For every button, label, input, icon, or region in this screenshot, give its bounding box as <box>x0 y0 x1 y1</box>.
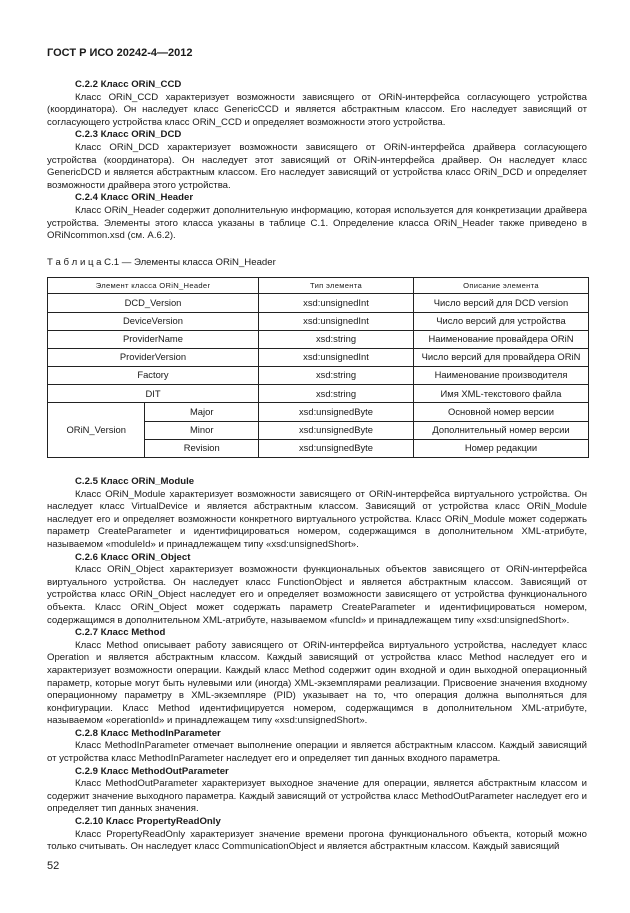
cell-group-element: ORiN_Version <box>48 403 145 458</box>
section-heading: С.2.4 Класс ORiN_Header <box>75 192 194 204</box>
section-heading: С.2.8 Класс MethodInParameter <box>75 727 221 739</box>
section-paragraph: Класс PropertyReadOnly характеризует значение времени прогона функционального объекта, который можно только считывать. Он наследует класс CommunicationObject и является абстрактным классом. Каждый зависящий <box>47 828 587 853</box>
cell-type: xsd:unsignedByte <box>259 403 414 421</box>
section-property-read-only <box>47 816 587 854</box>
table-row <box>48 385 589 403</box>
section-paragraph: Класс ORiN_Object характеризует возможности функциональных объектов зависящего от ORiN-интерфейса виртуального устройства. Он наследует класс FunctionObject и является абстрактным классом. Зависящий от устройства класс ORiN_Object наследует его и определяет возможности зависящего от устройства функционального объекта. Класс ORiN_Object может содержать параметр CreateParameter и идентифицироваться номером, содержащимся в дополнительном XML-атрибуте, называемом «funcId» и принадлежащем типу «xsd:unsignedShort». <box>47 564 587 626</box>
cell-element: DCD_Version <box>48 294 259 312</box>
cell-description: Дополнительный номер версии <box>414 421 589 439</box>
page-number: 52 <box>47 860 60 872</box>
column-header-element: Элемент класса ORiN_Header <box>48 278 259 294</box>
section-orin-module <box>47 476 587 552</box>
cell-type: xsd:unsignedInt <box>259 294 414 312</box>
section-paragraph: Класс ORiN_DCD характеризует возможности зависящего от ORiN-интерфейса драйвера согласующего устройства (координатора). Он наследует этот зависящий от ORiN-интерфейса драйвер. Он наследует класс GenericDCD и является абстрактным классом. Его наследует зависящий от устройства класс ORiN_DCD и определяет возможности драйвера этого устройства. <box>47 141 587 191</box>
document-header: ГОСТ Р ИСО 20242-4—2012 <box>47 47 193 59</box>
cell-type: xsd:unsignedByte <box>259 421 414 439</box>
section-heading: С.2.9 Класс MethodOutParameter <box>75 765 229 777</box>
section-method <box>47 627 587 728</box>
section-heading: С.2.6 Класс ORiN_Object <box>75 551 191 563</box>
section-heading: С.2.10 Класс PropertyReadOnly <box>75 816 221 828</box>
column-header-type: Тип элемента <box>259 278 414 294</box>
document-body <box>47 79 587 854</box>
cell-subelement: Revision <box>145 439 259 457</box>
section-paragraph: Класс ORiN_CCD характеризует возможности зависящего от ORiN-интерфейса согласующего устройства (координатора). Он наследует класс GenericCCD и является абстрактным классом. Его наследует зависящий от согласующего устройства класс ORiN_CCD и определяет возможности этого устройства. <box>47 91 587 128</box>
cell-subelement: Major <box>145 403 259 421</box>
section-orin-ccd <box>47 79 587 129</box>
table-row <box>48 312 589 330</box>
cell-description: Основной номер версии <box>414 403 589 421</box>
cell-element: Factory <box>48 367 259 385</box>
section-method-out-parameter <box>47 766 587 816</box>
section-paragraph: Класс MethodOutParameter характеризует выходное значение для операции, является абстрактным классом и содержит значение выходного параметра. Каждый зависящий от устройства класс MethodOutParameter наследует его и определяет тип данных значения. <box>47 778 587 815</box>
section-heading: С.2.7 Класс Method <box>75 627 166 639</box>
section-orin-header <box>47 192 587 242</box>
cell-type: xsd:unsignedInt <box>259 348 414 366</box>
cell-element: ProviderVersion <box>48 348 259 366</box>
section-paragraph: Класс Method описывает работу зависящего от ORiN-интерфейса виртуального устройства, наследует класс Operation и является абстрактным классом. Каждый зависящий от устройства класс Method наследует его и характеризует возможности операции. Каждый класс Method содержит один входной и один выходной операционный параметр, которые могут быть нулевыми или (иногда) XML-экземплярами реализации. Присвоение значения входному операционному параметру в XML-экземпляре (PID) указывает на то, что операция должна выполняться для конфигурации. Класс Method идентифицируется номером, содержащимся в дополнительном XML-атрибуте, называемом «operationId» и принадлежащем типу «xsd:unsignedShort». <box>47 639 587 727</box>
section-paragraph: Класс ORiN_Header содержит дополнительную информацию, которая используется для конкретизации драйвера устройства. Элементы этого класса указаны в таблице С.1. Определение класса ORiN_Header также приведено в ORiNcommon.xsd (см. А.6.2). <box>47 204 587 242</box>
table-caption: Т а б л и ц а С.1 — Элементы класса ORiN_Header <box>47 256 276 268</box>
section-heading: С.2.5 Класс ORiN_Module <box>75 476 195 487</box>
column-header-description: Описание элемента <box>414 278 589 294</box>
table-header-row <box>48 278 589 294</box>
cell-description: Номер редакции <box>414 439 589 457</box>
table-row <box>48 403 589 421</box>
table-row <box>48 367 589 385</box>
cell-description: Число версий для DCD version <box>414 294 589 312</box>
cell-type: xsd:string <box>259 385 414 403</box>
section-method-in-parameter <box>47 728 587 766</box>
cell-description: Имя XML-текстового файла <box>414 385 589 403</box>
cell-element: DeviceVersion <box>48 312 259 330</box>
spacer <box>47 458 587 476</box>
cell-subelement: Minor <box>145 421 259 439</box>
cell-description: Наименование производителя <box>414 367 589 385</box>
table-row <box>48 348 589 366</box>
table-row <box>48 330 589 348</box>
cell-type: xsd:string <box>259 330 414 348</box>
cell-element: ProviderName <box>48 330 259 348</box>
section-orin-dcd <box>47 129 587 192</box>
cell-type: xsd:unsignedByte <box>259 439 414 457</box>
section-heading: С.2.2 Класс ORiN_CCD <box>75 79 182 90</box>
cell-description: Число версий для устройства <box>414 312 589 330</box>
section-paragraph: Класс MethodInParameter отмечает выполнение операции и является абстрактным классом. Каждый зависящий от устройства класс MethodInParameter наследует его и определяет тип данных входного параметра. <box>47 740 587 765</box>
table-row <box>48 294 589 312</box>
cell-element: DIT <box>48 385 259 403</box>
cell-description: Число версий для провайдера ORiN <box>414 348 589 366</box>
section-heading: С.2.3 Класс ORiN_DCD <box>75 129 182 141</box>
cell-description: Наименование провайдера ORiN <box>414 330 589 348</box>
section-paragraph: Класс ORiN_Module характеризует возможности зависящего от ORiN-интерфейса виртуального устройства. Он наследует класс VirtualDevice и является абстрактным классом. Зависящий от устройства класс ORiN_Module наследует его и определяет возможности конкретного виртуального устройства. Класс ORiN_Module может содержать параметр CreateParameter и идентифицироваться номером, содержащимся в дополнительном XML-атрибуте, называемом «moduleId» и принадлежащем типу «xsd:unsignedShort». <box>47 488 587 550</box>
orin-header-table <box>47 277 589 458</box>
cell-type: xsd:string <box>259 367 414 385</box>
cell-type: xsd:unsignedInt <box>259 312 414 330</box>
section-orin-object <box>47 552 587 628</box>
